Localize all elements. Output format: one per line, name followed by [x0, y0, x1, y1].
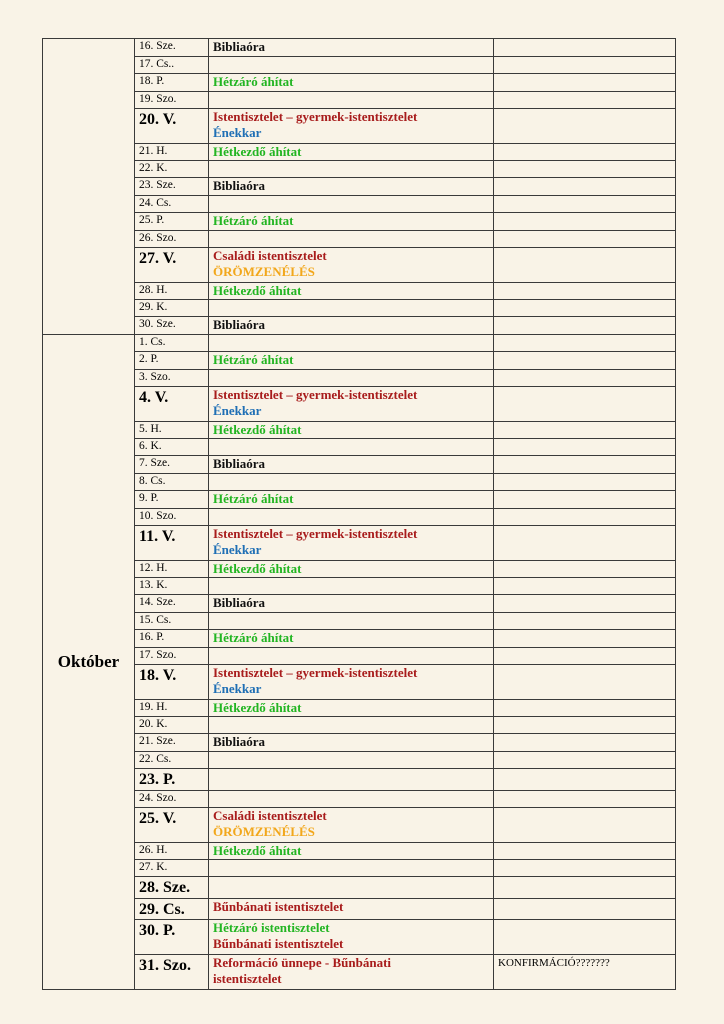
date-cell: 19. Szo.: [135, 92, 209, 109]
event-line: Bűnbánati istentisztelet: [213, 936, 344, 951]
date-cell: 17. Cs..: [135, 57, 209, 74]
table-row: [43, 808, 676, 843]
event-cell: [209, 700, 494, 717]
event-line: ÖRÖMZENÉLÉS: [213, 824, 315, 839]
date-cell: 3. Szo.: [135, 370, 209, 387]
table-row: [43, 769, 676, 791]
table-row: [43, 877, 676, 899]
event-line: Bibliaóra: [213, 39, 266, 54]
note-cell: [494, 335, 676, 352]
schedule-table: [42, 38, 676, 990]
note-cell: [494, 422, 676, 439]
event-line: Énekkar: [213, 403, 262, 418]
date-cell: 18. V.: [135, 665, 209, 700]
event-cell: [209, 439, 494, 456]
event-cell: [209, 860, 494, 877]
event-cell: [209, 899, 494, 920]
note-cell: [494, 752, 676, 769]
event-line: Családi istentisztelet: [213, 248, 327, 263]
table-row: [43, 109, 676, 144]
table-row: [43, 578, 676, 595]
event-cell: [209, 387, 494, 422]
note-cell: [494, 456, 676, 474]
table-row: [43, 630, 676, 648]
event-cell: [209, 300, 494, 317]
event-cell: [209, 526, 494, 561]
table-row: [43, 491, 676, 509]
note-cell: [494, 283, 676, 300]
event-cell: [209, 422, 494, 439]
event-cell: [209, 613, 494, 630]
event-cell: [209, 352, 494, 370]
event-line: Hétkezdő áhítat: [213, 561, 302, 576]
date-cell: 19. H.: [135, 700, 209, 717]
event-line: Bűnbánati istentisztelet: [213, 899, 344, 914]
event-line: Hétzáró áhítat: [213, 74, 294, 89]
table-row: [43, 474, 676, 491]
event-line: Bibliaóra: [213, 595, 266, 610]
note-cell: [494, 717, 676, 734]
date-cell: 6. K.: [135, 439, 209, 456]
schedule-body: [43, 39, 676, 990]
table-row: [43, 283, 676, 300]
event-cell: [209, 248, 494, 283]
date-cell: 10. Szo.: [135, 509, 209, 526]
event-line: Hétkezdő áhítat: [213, 144, 302, 159]
event-cell: [209, 578, 494, 595]
note-cell: [494, 877, 676, 899]
table-row: [43, 317, 676, 335]
note-cell: [494, 231, 676, 248]
table-row: [43, 613, 676, 630]
event-cell: [209, 39, 494, 57]
note-cell: [494, 648, 676, 665]
table-row: [43, 648, 676, 665]
date-cell: 28. Sze.: [135, 877, 209, 899]
note-cell: [494, 700, 676, 717]
note-cell: [494, 860, 676, 877]
event-line: Bibliaóra: [213, 317, 266, 332]
event-cell: [209, 648, 494, 665]
table-row: [43, 231, 676, 248]
date-cell: 30. Sze.: [135, 317, 209, 335]
note-cell: [494, 578, 676, 595]
event-cell: [209, 231, 494, 248]
date-cell: 23. Sze.: [135, 178, 209, 196]
note-cell: [494, 196, 676, 213]
table-row: [43, 178, 676, 196]
event-line: Családi istentisztelet: [213, 808, 327, 823]
event-line: Istentisztelet – gyermek-istentisztelet: [213, 526, 418, 541]
note-cell: [494, 595, 676, 613]
note-cell: [494, 899, 676, 920]
table-row: [43, 955, 676, 990]
date-cell: 30. P.: [135, 920, 209, 955]
event-cell: [209, 717, 494, 734]
event-cell: [209, 509, 494, 526]
date-cell: 8. Cs.: [135, 474, 209, 491]
event-cell: [209, 283, 494, 300]
note-cell: [494, 561, 676, 578]
event-cell: [209, 752, 494, 769]
note-cell: [494, 352, 676, 370]
event-line: Istentisztelet – gyermek-istentisztelet: [213, 665, 418, 680]
note-cell: [494, 144, 676, 161]
date-cell: 5. H.: [135, 422, 209, 439]
event-line: Hétkezdő áhítat: [213, 422, 302, 437]
note-cell: [494, 248, 676, 283]
date-cell: 1. Cs.: [135, 335, 209, 352]
date-cell: 22. K.: [135, 161, 209, 178]
table-row: [43, 144, 676, 161]
event-line: istentisztelet: [213, 971, 282, 986]
table-row: [43, 509, 676, 526]
event-cell: [209, 456, 494, 474]
table-row: [43, 843, 676, 860]
event-cell: [209, 877, 494, 899]
date-cell: 27. V.: [135, 248, 209, 283]
table-row: [43, 439, 676, 456]
table-row: [43, 92, 676, 109]
note-cell: [494, 387, 676, 422]
event-line: Bibliaóra: [213, 178, 266, 193]
event-line: Hétkezdő áhítat: [213, 843, 302, 858]
event-cell: [209, 370, 494, 387]
event-line: Hétkezdő áhítat: [213, 700, 302, 715]
event-cell: [209, 595, 494, 613]
event-line: Énekkar: [213, 542, 262, 557]
event-line: Hétzáró istentisztelet: [213, 920, 330, 935]
event-cell: [209, 335, 494, 352]
date-cell: 25. P.: [135, 213, 209, 231]
event-cell: [209, 630, 494, 648]
event-cell: [209, 474, 494, 491]
table-row: [43, 526, 676, 561]
event-cell: [209, 57, 494, 74]
table-row: [43, 422, 676, 439]
date-cell: 2. P.: [135, 352, 209, 370]
date-cell: 7. Sze.: [135, 456, 209, 474]
schedule-sheet: [42, 38, 676, 990]
date-cell: 21. H.: [135, 144, 209, 161]
event-line: Hétzáró áhítat: [213, 213, 294, 228]
table-row: [43, 352, 676, 370]
table-row: [43, 196, 676, 213]
date-cell: 29. K.: [135, 300, 209, 317]
date-cell: 11. V.: [135, 526, 209, 561]
event-line: Bibliaóra: [213, 456, 266, 471]
date-cell: 21. Sze.: [135, 734, 209, 752]
date-cell: 20. V.: [135, 109, 209, 144]
date-cell: 22. Cs.: [135, 752, 209, 769]
date-cell: 13. K.: [135, 578, 209, 595]
table-row: [43, 74, 676, 92]
note-cell: [494, 474, 676, 491]
note-cell: [494, 300, 676, 317]
table-row: [43, 335, 676, 352]
event-cell: [209, 109, 494, 144]
table-row: [43, 456, 676, 474]
table-row: [43, 899, 676, 920]
date-cell: 29. Cs.: [135, 899, 209, 920]
note-cell: [494, 509, 676, 526]
event-cell: [209, 196, 494, 213]
table-row: [43, 665, 676, 700]
event-line: Hétzáró áhítat: [213, 630, 294, 645]
note-cell: [494, 92, 676, 109]
date-cell: 4. V.: [135, 387, 209, 422]
event-line: Istentisztelet – gyermek-istentisztelet: [213, 387, 418, 402]
table-row: [43, 717, 676, 734]
note-cell: KONFIRMÁCIÓ???????: [494, 955, 676, 990]
note-cell: [494, 665, 676, 700]
event-line: Énekkar: [213, 125, 262, 140]
note-cell: [494, 213, 676, 231]
event-cell: [209, 74, 494, 92]
event-cell: [209, 843, 494, 860]
date-cell: 28. H.: [135, 283, 209, 300]
note-cell: [494, 613, 676, 630]
note-cell: [494, 734, 676, 752]
table-row: [43, 734, 676, 752]
note-cell: [494, 791, 676, 808]
event-line: Énekkar: [213, 681, 262, 696]
event-cell: [209, 561, 494, 578]
note-cell: [494, 109, 676, 144]
note-cell: [494, 630, 676, 648]
date-cell: 16. Sze.: [135, 39, 209, 57]
table-row: [43, 39, 676, 57]
event-cell: [209, 665, 494, 700]
event-cell: [209, 491, 494, 509]
table-row: [43, 57, 676, 74]
event-line: ÖRÖMZENÉLÉS: [213, 264, 315, 279]
event-line: Hétzáró áhítat: [213, 352, 294, 367]
date-cell: 26. Szo.: [135, 231, 209, 248]
date-cell: 15. Cs.: [135, 613, 209, 630]
note-cell: [494, 317, 676, 335]
note-cell: [494, 769, 676, 791]
note-cell: [494, 39, 676, 57]
month-cell: Október: [43, 335, 135, 990]
event-line: Istentisztelet – gyermek-istentisztelet: [213, 109, 418, 124]
date-cell: 27. K.: [135, 860, 209, 877]
table-row: [43, 387, 676, 422]
event-cell: [209, 144, 494, 161]
date-cell: 26. H.: [135, 843, 209, 860]
event-cell: [209, 955, 494, 990]
event-cell: [209, 213, 494, 231]
table-row: [43, 791, 676, 808]
table-row: [43, 920, 676, 955]
table-row: [43, 161, 676, 178]
note-cell: [494, 439, 676, 456]
event-cell: [209, 734, 494, 752]
event-line: Hétkezdő áhítat: [213, 283, 302, 298]
event-cell: [209, 769, 494, 791]
date-cell: 25. V.: [135, 808, 209, 843]
table-row: [43, 300, 676, 317]
date-cell: 24. Cs.: [135, 196, 209, 213]
date-cell: 12. H.: [135, 561, 209, 578]
date-cell: 17. Szo.: [135, 648, 209, 665]
note-cell: [494, 843, 676, 860]
note-cell: [494, 526, 676, 561]
table-row: [43, 860, 676, 877]
table-row: [43, 752, 676, 769]
table-row: [43, 595, 676, 613]
note-cell: [494, 74, 676, 92]
note-cell: [494, 920, 676, 955]
note-cell: [494, 161, 676, 178]
event-cell: [209, 920, 494, 955]
note-cell: [494, 370, 676, 387]
note-cell: [494, 57, 676, 74]
date-cell: 23. P.: [135, 769, 209, 791]
date-cell: 14. Sze.: [135, 595, 209, 613]
date-cell: 18. P.: [135, 74, 209, 92]
date-cell: 20. K.: [135, 717, 209, 734]
event-cell: [209, 92, 494, 109]
month-cell: [43, 39, 135, 335]
table-row: [43, 561, 676, 578]
event-line: Reformáció ünnepe - Bűnbánati: [213, 955, 392, 970]
table-row: [43, 370, 676, 387]
event-cell: [209, 178, 494, 196]
event-cell: [209, 791, 494, 808]
note-cell: [494, 491, 676, 509]
note-cell: [494, 178, 676, 196]
event-cell: [209, 808, 494, 843]
table-row: [43, 700, 676, 717]
date-cell: 31. Szo.: [135, 955, 209, 990]
table-row: [43, 248, 676, 283]
date-cell: 9. P.: [135, 491, 209, 509]
event-cell: [209, 317, 494, 335]
date-cell: 24. Szo.: [135, 791, 209, 808]
note-cell: [494, 808, 676, 843]
date-cell: 16. P.: [135, 630, 209, 648]
event-line: Hétzáró áhítat: [213, 491, 294, 506]
event-cell: [209, 161, 494, 178]
table-row: [43, 213, 676, 231]
event-line: Bibliaóra: [213, 734, 266, 749]
